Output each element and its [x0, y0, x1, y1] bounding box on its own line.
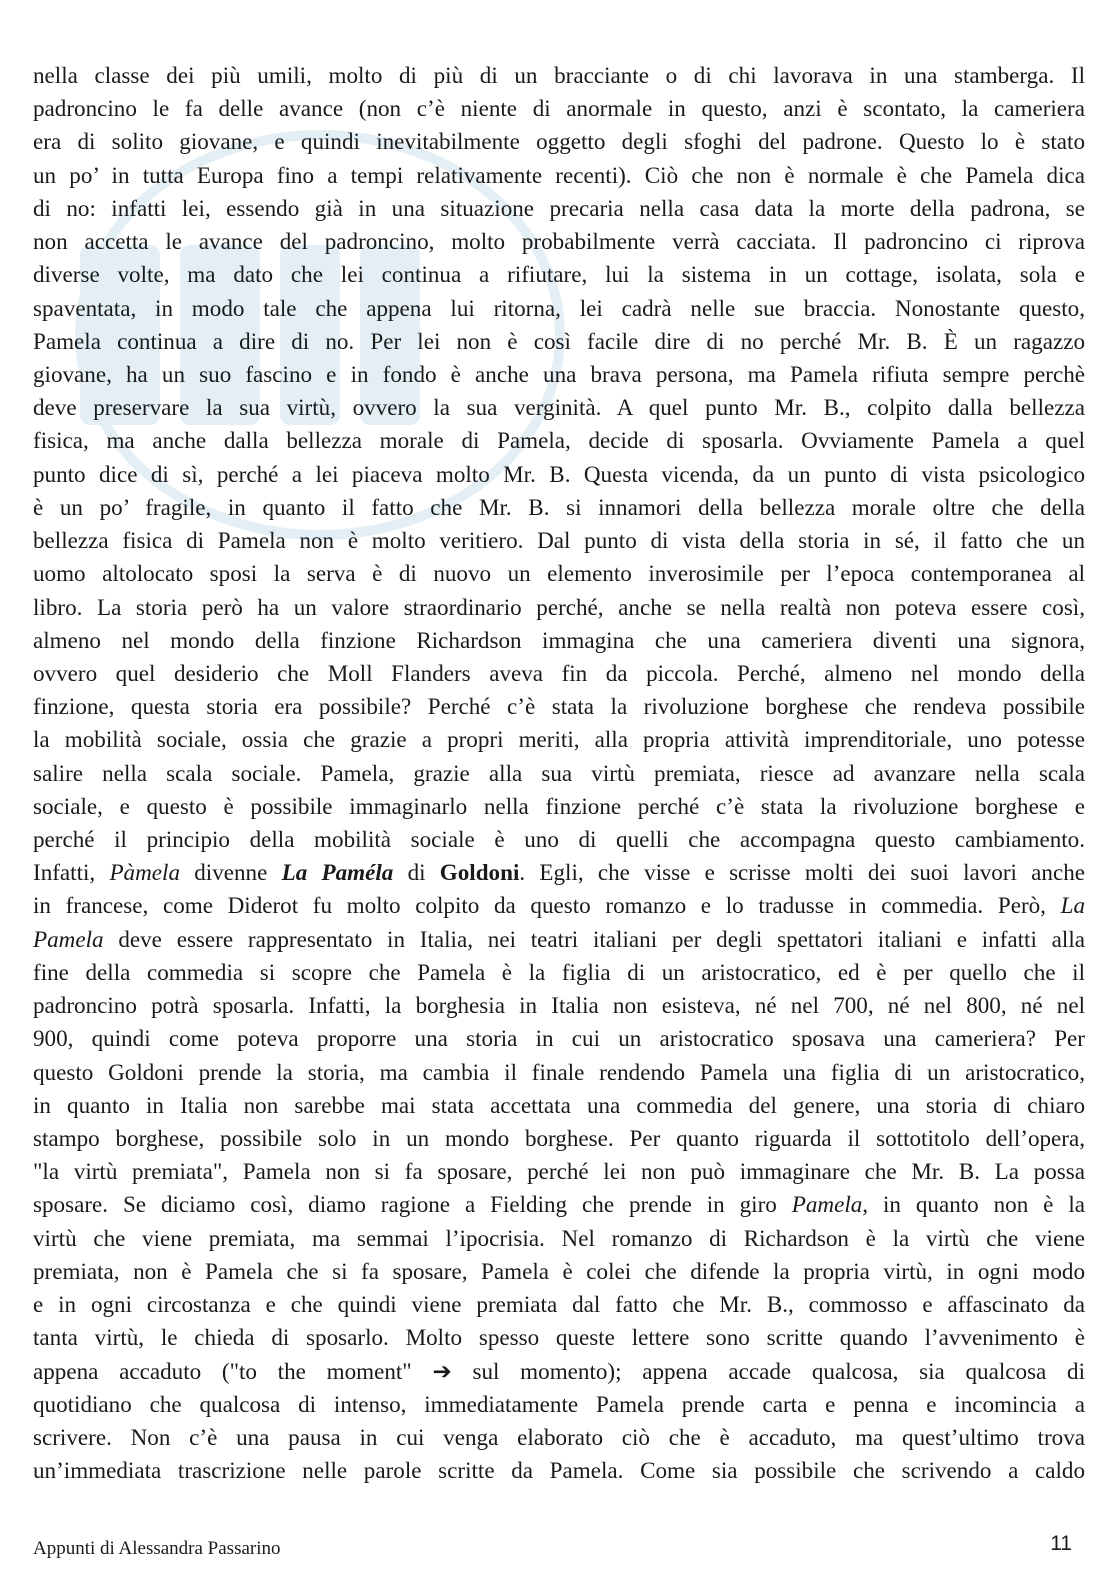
text-line	[33, 889, 1085, 922]
bold-italic-title: La Paméla	[281, 859, 394, 886]
page-number: 11	[1050, 1532, 1072, 1555]
text-line: scrivere. Non c’è una pausa in cui venga elaborato ciò che è accaduto, ma quest’ultimo trova	[33, 1423, 1085, 1450]
text-line: tanta virtù, le chieda di sposarlo. Molto spesso queste lettere sono scritte quando l’avvenimento è	[33, 1324, 1085, 1351]
text-line: perché il principio della mobilità sociale è uno di quelli che accompagna questo cambiamento.	[33, 826, 1085, 853]
text-line: libro. La storia però ha un valore straordinario perché, anche se nella realtà non poteva essere così,	[33, 593, 1085, 620]
text-line: padroncino le fa delle avance (non c’è niente di anormale in questo, anzi è scontato, la cameriera	[33, 95, 1085, 122]
text-line: un’immediata trascrizione nelle parole scritte da Pamela. Come sia possibile che scrivendo a caldo	[33, 1457, 1085, 1484]
text-line: salire nella scala sociale. Pamela, grazie alla sua virtù premiata, riesce ad avanzare nella scala	[33, 759, 1085, 786]
text-line: fine della commedia si scopre che Pamela è la figlia di un aristocratico, ed è per quello che il	[33, 958, 1085, 985]
text-line: nella classe dei più umili, molto di più di un bracciante o di chi lavorava in una stamberga. Il	[33, 62, 1085, 88]
text-run: . Egli, che visse e scrisse molti dei suoi lavori anche	[519, 859, 1085, 886]
arrow-icon: ➔	[432, 1357, 452, 1384]
italic-title: Pamela	[791, 1191, 863, 1218]
text-run: sul momento); appena accade qualcosa, sia qualcosa di	[451, 1357, 1085, 1384]
text-line: 900, quindi come poteva proporre una storia in cui un aristocratico sposava una cameriera? Per	[33, 1025, 1085, 1052]
text-line: in quanto in Italia non sarebbe mai stata accettata una commedia del genere, una storia di chiaro	[33, 1091, 1085, 1118]
text-line: deve preservare la sua virtù, ovvero la sua verginità. A quel punto Mr. B., colpito dalla bellezza	[33, 394, 1085, 421]
text-line: uomo altolocato sposi la serva è di nuovo un elemento inverosimile per l’epoca contemporanea al	[33, 560, 1085, 587]
italic-title: La	[1060, 892, 1085, 919]
text-line: è un po’ fragile, in quanto il fatto che Mr. B. si innamori della bellezza morale oltre che della	[33, 493, 1085, 520]
text-line: non accetta le avance del padroncino, molto probabilmente verrà cacciata. Il padroncino ci riprova	[33, 228, 1085, 255]
text-line	[33, 1355, 1085, 1388]
text-line: almeno nel mondo della finzione Richardson immagina che una cameriera diventi una signora,	[33, 626, 1085, 653]
footer-author: Appunti di Alessandra Passarino	[33, 1538, 281, 1559]
text-line	[33, 923, 1085, 956]
text-line: spaventata, in modo tale che appena lui ritorna, lei cadrà nelle sue braccia. Nonostante questo,	[33, 294, 1085, 321]
italic-title: Pàmela	[109, 859, 180, 886]
text-run: Infatti,	[33, 859, 110, 886]
text-run: di	[393, 859, 440, 886]
text-line: sociale, e questo è possibile immaginarlo nella finzione perché c’è stata la rivoluzione borghese e	[33, 792, 1085, 819]
text-run: deve essere rappresentato in Italia, nei teatri italiani per degli spettatori italiani e infatti alla	[103, 925, 1085, 952]
text-line: giovane, ha un suo fascino e in fondo è anche una brava persona, ma Pamela rifiuta sempre perchè	[33, 360, 1085, 387]
text-line: finzione, questa storia era possibile? Perché c’è stata la rivoluzione borghese che rendeva possibile	[33, 693, 1085, 720]
text-line	[33, 1188, 1085, 1221]
italic-title: Pamela	[33, 925, 104, 952]
text-line: la mobilità sociale, ossia che grazie a propri meriti, alla propria attività imprenditoriale, uno potesse	[33, 726, 1085, 753]
text-line: fisica, ma anche dalla bellezza morale di Pamela, decide di sposarla. Ovviamente Pamela a quel	[33, 427, 1085, 454]
text-line: ovvero quel desiderio che Moll Flanders aveva fin da piccola. Perché, almeno nel mondo della	[33, 659, 1085, 686]
text-line: e in ogni circostanza e che quindi viene premiata dal fatto che Mr. B., commosso e affascinato da	[33, 1291, 1085, 1318]
text-line: questo Goldoni prende la storia, ma cambia il finale rendendo Pamela una figlia di un aristocratico,	[33, 1058, 1085, 1085]
text-run: sposare. Se diciamo così, diamo ragione a Fielding che prende in giro	[33, 1191, 792, 1218]
bold-author: Goldoni	[439, 859, 520, 886]
text-line: era di solito giovane, e quindi inevitabilmente oggetto degli sfoghi del padrone. Questo lo è stato	[33, 128, 1085, 155]
text-line: "la virtù premiata", Pamela non si fa sposare, perché lei non può immaginare che Mr. B. La possa	[33, 1158, 1085, 1185]
text-run: divenne	[180, 859, 282, 886]
text-line: punto dice di sì, perché a lei piaceva molto Mr. B. Questa vicenda, da un punto di vista psicologico	[33, 460, 1085, 487]
text-line: stampo borghese, possibile solo in un mondo borghese. Per quanto riguarda il sottotitolo dell’opera,	[33, 1125, 1085, 1151]
text-line: premiata, non è Pamela che si fa sposare, Pamela è colei che difende la propria virtù, in ogni modo	[33, 1257, 1085, 1284]
text-run: , in quanto non è la	[862, 1191, 1085, 1218]
text-line: bellezza fisica di Pamela non è molto veritiero. Dal punto di vista della storia in sé, il fatto che un	[33, 527, 1085, 554]
text-line: un po’ in tutta Europa fino a tempi relativamente recenti). Ciò che non è normale è che Pamela dica	[33, 161, 1085, 188]
text-line: Pamela continua a dire di no. Per lei non è così facile dire di no perché Mr. B. È un ragazzo	[33, 327, 1085, 354]
text-run: appena accaduto ("to the moment"	[33, 1357, 433, 1384]
text-line	[33, 856, 1085, 889]
text-line: quotidiano che qualcosa di intenso, immediatamente Pamela prende carta e penna e incomincia a	[33, 1390, 1085, 1417]
document-body	[33, 59, 1085, 1487]
text-line: virtù che viene premiata, ma semmai l’ipocrisia. Nel romanzo di Richardson è la virtù che viene	[33, 1224, 1085, 1251]
text-line: padroncino potrà sposarla. Infatti, la borghesia in Italia non esisteva, né nel 700, né nel 800, né nel	[33, 992, 1085, 1019]
text-run: in francese, come Diderot fu molto colpito da questo romanzo e lo tradusse in commedia. Però,	[33, 892, 1061, 919]
text-line: di no: infatti lei, essendo già in una situazione precaria nella casa data la morte della padrona, se	[33, 194, 1085, 221]
text-line: diverse volte, ma dato che lei continua a rifiutare, lui la sistema in un cottage, isolata, sola e	[33, 261, 1085, 288]
